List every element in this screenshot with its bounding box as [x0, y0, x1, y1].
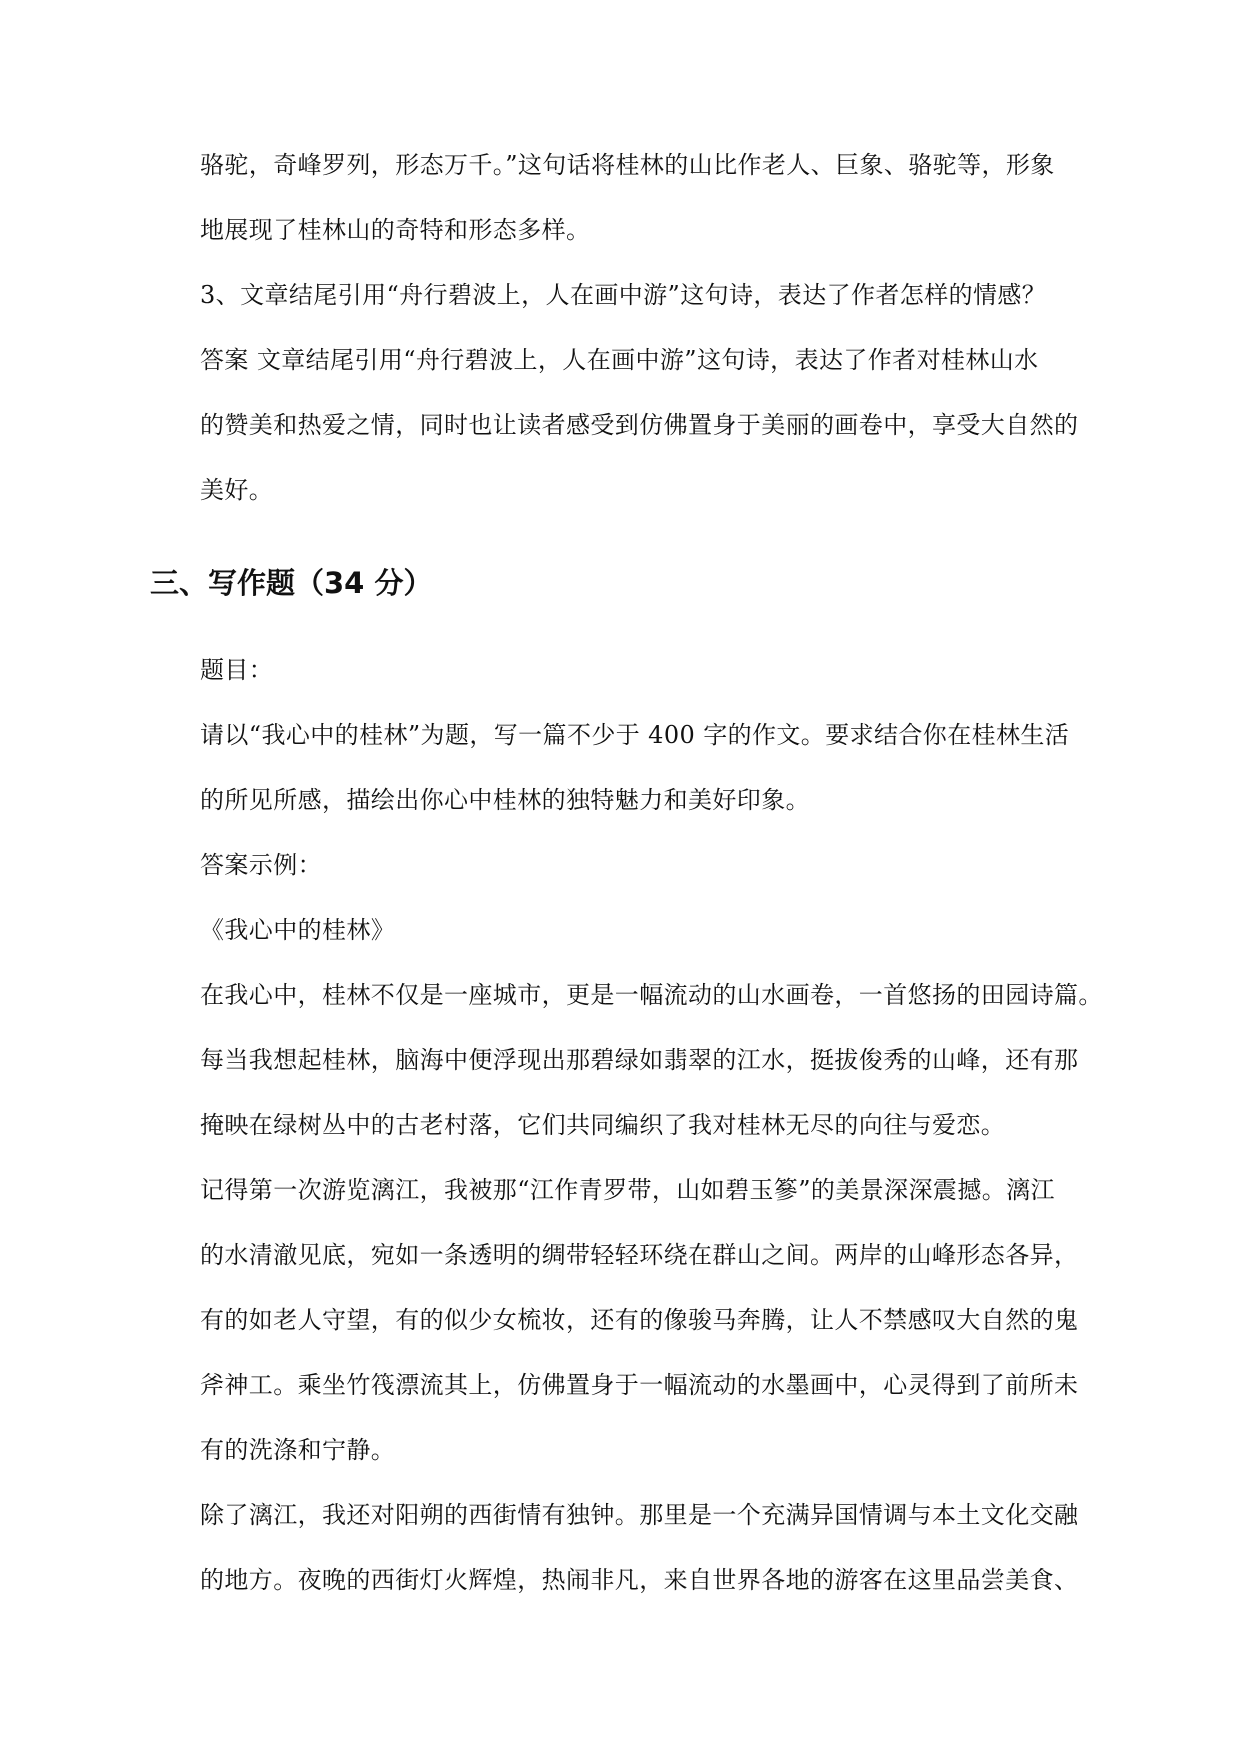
prompt-line-2: 的所见所感，描绘出你心中桂林的独特魅力和美好印象。: [200, 786, 810, 814]
example-label: 答案示例：: [200, 851, 322, 879]
essay-para2-line-1: 记得第一次游览漓江，我被那“江作青罗带，山如碧玉篸”的美景深深震撼。漓江: [200, 1176, 1055, 1204]
answer2-line-2: 地展现了桂林山的奇特和形态多样。: [200, 216, 591, 244]
essay-title: 《我心中的桂林》: [200, 916, 396, 944]
answer3-line-2: 的赞美和热爱之情，同时也让读者感受到仿佛置身于美丽的画卷中，享受大自然的: [200, 411, 1079, 439]
section-heading: 三、写作题（34 分）: [150, 566, 433, 600]
essay-para2-line-2: 的水清澈见底，宛如一条透明的绸带轻轻环绕在群山之间。两岸的山峰形态各异，: [200, 1241, 1079, 1269]
answer3-line-1: 答案 文章结尾引用“舟行碧波上，人在画中游”这句诗，表达了作者对桂林山水: [200, 346, 1039, 374]
topic-label: 题目：: [200, 656, 274, 684]
essay-para2-line-4: 斧神工。乘坐竹筏漂流其上，仿佛置身于一幅流动的水墨画中，心灵得到了前所未: [200, 1371, 1079, 1399]
prompt-line-1: 请以“我心中的桂林”为题，写一篇不少于 400 字的作文。要求结合你在桂林生活: [200, 721, 1070, 749]
essay-para2-line-3: 有的如老人守望，有的似少女梳妆，还有的像骏马奔腾，让人不禁感叹大自然的鬼: [200, 1306, 1079, 1334]
question-3: 3、文章结尾引用“舟行碧波上，人在画中游”这句诗，表达了作者怎样的情感？: [200, 281, 1047, 309]
answer3-line-3: 美好。: [200, 476, 274, 504]
essay-para3-line-1: 除了漓江，我还对阳朔的西街情有独钟。那里是一个充满异国情调与本土文化交融: [200, 1501, 1079, 1529]
essay-para1-line-1: 在我心中，桂林不仅是一座城市，更是一幅流动的山水画卷，一首悠扬的田园诗篇。: [200, 981, 1103, 1009]
essay-para3-line-2: 的地方。夜晚的西街灯火辉煌，热闹非凡，来自世界各地的游客在这里品尝美食、: [200, 1566, 1079, 1594]
essay-para1-line-2: 每当我想起桂林，脑海中便浮现出那碧绿如翡翠的江水，挺拔俊秀的山峰，还有那: [200, 1046, 1079, 1074]
answer2-line-1: 骆驼，奇峰罗列，形态万千。”这句话将桂林的山比作老人、巨象、骆驼等，形象: [200, 151, 1055, 179]
essay-para1-line-3: 掩映在绿树丛中的古老村落，它们共同编织了我对桂林无尽的向往与爱恋。: [200, 1111, 1006, 1139]
essay-para2-line-5: 有的洗涤和宁静。: [200, 1436, 396, 1464]
